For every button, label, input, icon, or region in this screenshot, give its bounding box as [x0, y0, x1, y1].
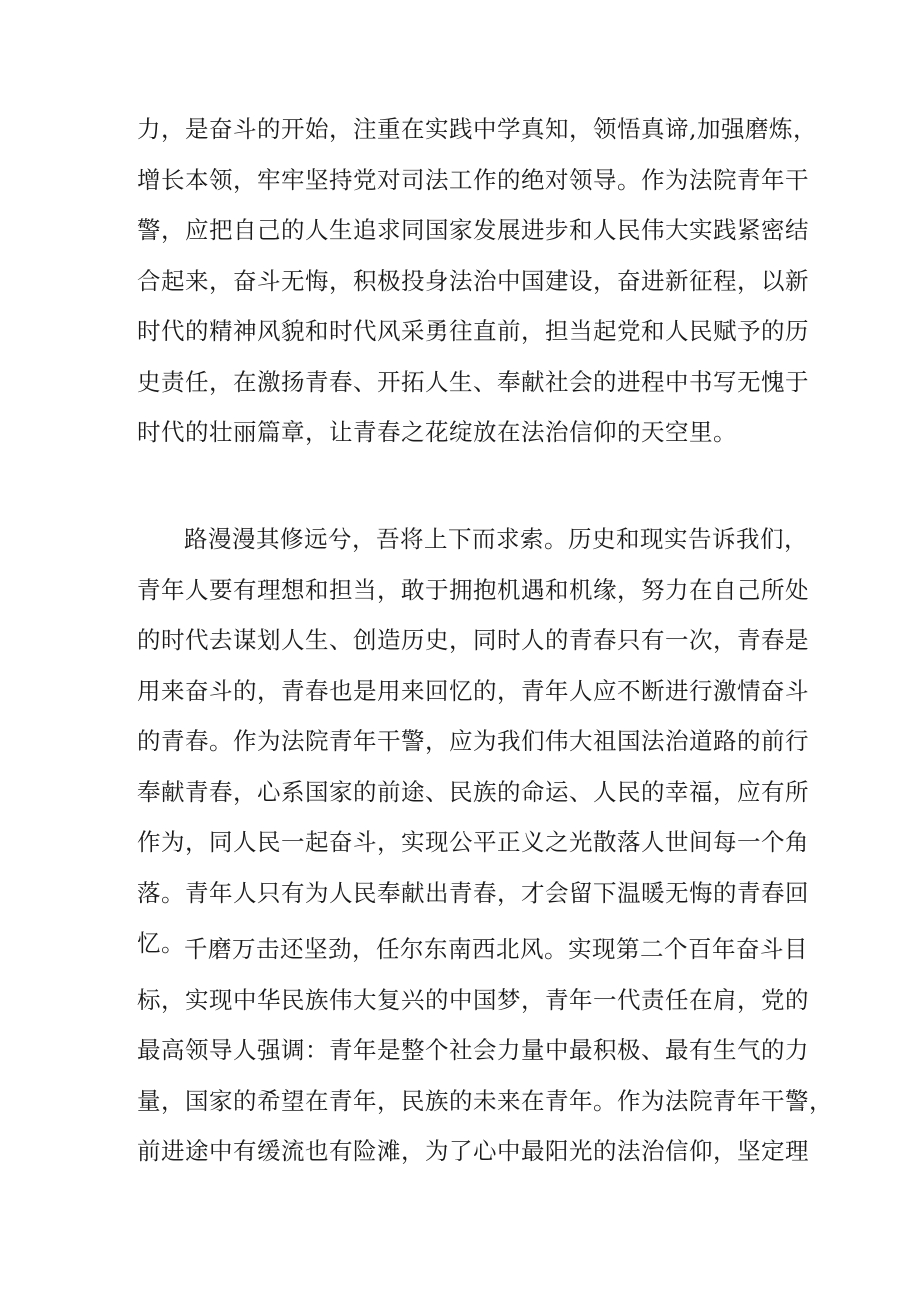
text-line-first: 千磨万击还坚劲，任尔东南西北风。实现第二个百年奋斗目 — [184, 935, 808, 963]
text-line: 量，国家的希望在青年，民族的未来在青年。作为法院青年干警， — [137, 1086, 833, 1115]
text-line: 奉献青春，心系国家的前途、民族的命运、人民的幸福，应有所 — [137, 777, 809, 806]
text-line: 落。青年人只有为人民奉献出青春，才会留下温暖无悔的青春回 — [137, 878, 809, 907]
text-line-first: 路漫漫其修远兮，吾将上下而求索。历史和现实告诉我们， — [184, 525, 808, 553]
text-line: 最高领导人强调：青年是整个社会力量中最积极、最有生气的力 — [137, 1036, 809, 1064]
text-line: 警，应把自己的人生追求同国家发展进步和人民伟大实践紧密结 — [137, 216, 809, 244]
text-line: 标，实现中华民族伟大复兴的中国梦，青年一代责任在肩，党的 — [137, 985, 809, 1014]
text-line: 用来奋斗的，青春也是用来回忆的，青年人应不断进行激情奋斗 — [137, 676, 809, 705]
text-line: 的时代去谋划人生、创造历史，同时人的青春只有一次，青春是 — [137, 626, 809, 654]
text-line: 力，是奋斗的开始，注重在实践中学真知，领悟真谛,加强磨炼， — [137, 115, 817, 143]
text-line: 青年人要有理想和担当，敢于拥抱机遇和机缘，努力在自己所处 — [137, 575, 809, 604]
text-line: 时代的壮丽篇章，让青春之花绽放在法治信仰的天空里。 — [137, 418, 737, 446]
text-line: 合起来，奋斗无悔，积极投身法治中国建设，奋进新征程，以新 — [137, 266, 809, 295]
text-line: 增长本领，牢牢坚持党对司法工作的绝对领导。作为法院青年干 — [137, 165, 809, 194]
text-line: 史责任，在激扬青春、开拓人生、奉献社会的进程中书写无愧于 — [137, 367, 809, 396]
text-line: 时代的精神风貌和时代风采勇往直前，担当起党和人民赋予的历 — [137, 317, 809, 345]
paragraph-3 — [137, 924, 833, 1177]
text-line: 作为，同人民一起奋斗，实现公平正义之光散落人世间每一个角 — [137, 828, 809, 856]
text-line: 的青春。作为法院青年干警，应为我们伟大祖国法治道路的前行 — [137, 727, 809, 755]
paragraph-2 — [137, 514, 809, 969]
text-line: 前进途中有缓流也有险滩，为了心中最阳光的法治信仰，坚定理 — [137, 1137, 809, 1165]
paragraph-continuation — [137, 104, 817, 458]
text-line: 忆。 — [137, 929, 185, 957]
